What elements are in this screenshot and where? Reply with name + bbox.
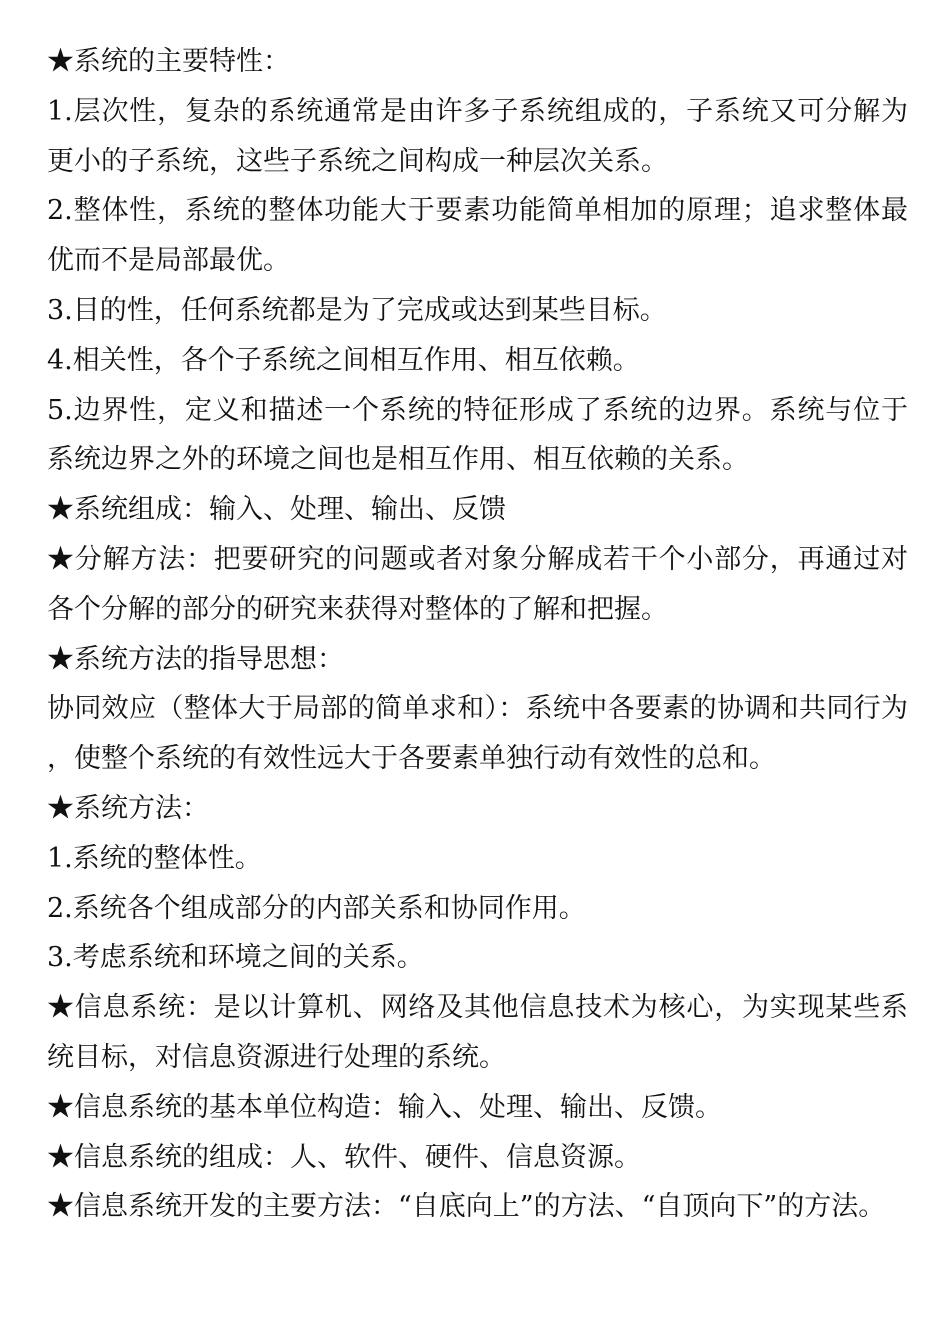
heading-info-system-dev-methods: ★信息系统开发的主要方法：“自底向上”的方法、“自顶向下”的方法。: [47, 1191, 886, 1223]
method-item-internal-relations: 2.系统各个组成部分的内部关系和协同作用。: [47, 892, 586, 924]
heading-guiding-idea: ★系统方法的指导思想：: [47, 643, 344, 675]
heading-info-system-components: ★信息系统的组成：人、软件、硬件、信息资源。: [47, 1141, 641, 1173]
heading-system-method: ★系统方法：: [47, 792, 209, 824]
method-item-environment: 3.考虑系统和环境之间的关系。: [47, 942, 424, 974]
synergy-paragraph: 协同效应（整体大于局部的简单求和）：系统中各要素的协调和共同行为，使整个系统的有效性远大于各要素单独行动有效性的总和。: [47, 693, 908, 775]
heading-info-system-unit-structure: ★信息系统的基本单位构造：输入、处理、输出、反馈。: [47, 1091, 722, 1123]
heading-decomposition-method: ★分解方法：把要研究的问题或者对象分解成若干个小部分，再通过对各个分解的部分的研究来获得对整体的了解和把握。: [47, 543, 908, 625]
item-wholeness: 2.整体性，系统的整体功能大于要素功能简单相加的原理；追求整体最优而不是局部最优。: [47, 195, 908, 277]
item-correlation: 4.相关性，各个子系统之间相互作用、相互依赖。: [47, 344, 640, 376]
method-item-wholeness: 1.系统的整体性。: [47, 842, 262, 874]
item-purpose: 3.目的性，任何系统都是为了完成或达到某些目标。: [47, 294, 667, 326]
item-boundary: 5.边界性，定义和描述一个系统的特征形成了系统的边界。系统与位于系统边界之外的环境之间也是相互作用、相互依赖的关系。: [47, 394, 908, 476]
heading-system-characteristics: ★系统的主要特性：: [47, 46, 290, 77]
item-hierarchy: 1.层次性，复杂的系统通常是由许多子系统组成的，子系统又可分解为更小的子系统，这些子系统之间构成一种层次关系。: [47, 95, 908, 177]
heading-information-system: ★信息系统：是以计算机、网络及其他信息技术为核心，为实现某些系统目标，对信息资源进行处理的系统。: [47, 992, 908, 1073]
heading-system-composition: ★系统组成：输入、处理、输出、反馈: [47, 494, 506, 526]
